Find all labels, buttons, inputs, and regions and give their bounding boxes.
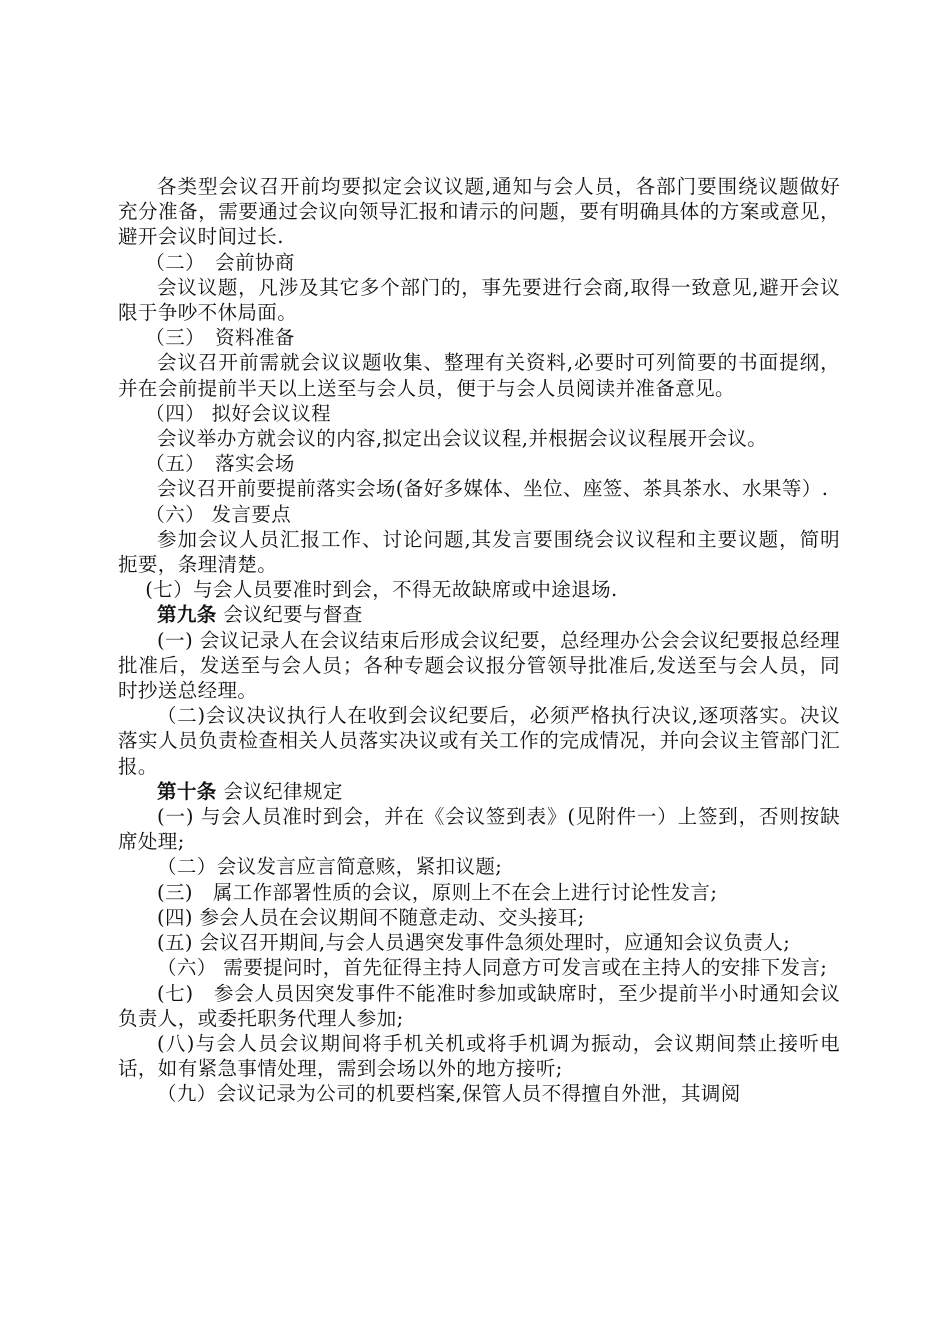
article-ten-label: 第十条: [157, 779, 217, 803]
item-punctuality: (七）与会人员要准时到会，不得无故缺席或中途退场.: [145, 578, 618, 602]
heading-pre-meeting-consultation: （二） 会前协商: [145, 250, 295, 274]
rule-item-6: （六） 需要提问时，首先征得主持人同意方可发言或在主持人的安排下发言;: [157, 956, 828, 980]
paragraph-agenda-prep: 各类型会议召开前均要拟定会议议题,通知与会人员，各部门要围绕议题做好充分准备，需要通过会议向领导汇报和请示的问题，要有明确具体的方案或意见，避开会议时间过长.: [118, 175, 840, 249]
rule-item-2: （二）会议发言应言简意赅，紧扣议题;: [157, 855, 503, 879]
rule-item-4: (四) 参会人员在会议期间不随意走动、交头接耳;: [157, 905, 585, 929]
article-ten-title: 会议纪律规定: [223, 779, 343, 803]
paragraph-minutes: (一) 会议记录人在会议结束后形成会议纪要，总经理办公会会议纪要报总经理批准后，发送至与会人员；各种专题会议报分管领导批准后,发送至与会人员，同时抄送总经理。: [118, 628, 840, 703]
paragraph-consultation: 会议议题，凡涉及其它多个部门的，事先要进行会商,取得一致意见,避开会议限于争吵不休局面。: [118, 275, 840, 325]
heading-speech-points: （六） 发言要点: [145, 502, 292, 526]
article-nine-heading: [118, 602, 840, 627]
paragraph-materials: 会议召开前需就会议议题收集、整理有关资料,必要时可列简要的书面提纲，并在会前提前半天以上送至与会人员，便于与会人员阅读并准备意见。: [118, 351, 840, 400]
paragraph-agenda: 会议举办方就会议的内容,拟定出会议议程,并根据会议议程展开会议。: [157, 427, 768, 451]
rule-item-7: (七) 参会人员因突发事件不能准时参加或缺席时，至少提前半小时通知会议负责人，或委托职务代理人参加;: [118, 981, 840, 1030]
paragraph-speech: 参加会议人员汇报工作、讨论问题,其发言要围绕会议议程和主要议题，简明扼要，条理清楚。: [118, 527, 840, 577]
rule-item-8: (八)与会人员会议期间将手机关机或将手机调为振动，会议期间禁止接听电话，如有紧急事情处理，需到会场以外的地方接听;: [118, 1031, 840, 1081]
paragraph-resolutions: （二)会议决议执行人在收到会议纪要后，必须严格执行决议,逐项落实。决议落实人员负责检查相关人员落实决议或有关工作的完成情况，并向会议主管部门汇报。: [118, 704, 840, 778]
heading-venue: （五） 落实会场: [145, 452, 295, 476]
heading-agenda: （四） 拟好会议议程: [145, 401, 331, 425]
document-body: [118, 174, 840, 1107]
rule-item-3: (三) 属工作部署性质的会议，原则上不在会上进行讨论性发言;: [157, 880, 718, 904]
heading-materials-prep: （三） 资料准备: [145, 326, 295, 350]
paragraph-venue: 会议召开前要提前落实会场(备好多媒体、坐位、座签、茶具茶水、水果等）.: [157, 477, 829, 501]
article-ten-heading: [118, 779, 840, 804]
article-nine-label: 第九条: [157, 603, 217, 627]
rule-item-1: (一) 与会人员准时到会，并在《会议签到表》(见附件一）上签到，否则按缺席处理;: [118, 805, 840, 854]
rule-item-9: （九）会议记录为公司的机要档案,保管人员不得擅自外泄，其调阅: [157, 1082, 741, 1106]
article-nine-title: 会议纪要与督查: [223, 603, 363, 627]
rule-item-5: (五) 会议召开期间,与会人员遇突发事件急须处理时，应通知会议负责人;: [157, 931, 791, 955]
